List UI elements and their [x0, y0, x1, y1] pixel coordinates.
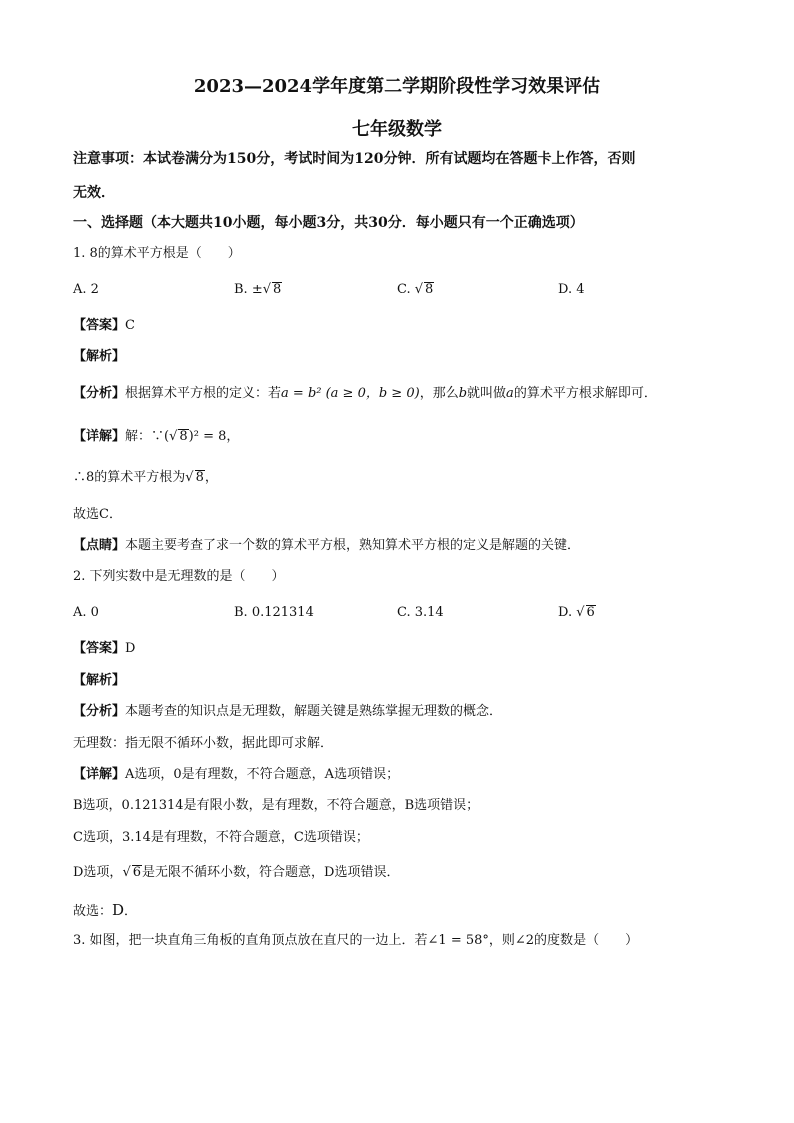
- sqrt-symbol-icon: √: [576, 605, 585, 620]
- q1-option-c: [397, 281, 434, 299]
- fenxi-var-b: b: [458, 386, 468, 401]
- q2-analysis-tag: 【解析】: [73, 673, 126, 688]
- detail-d-text-2: 是无限不循环小数，符合题意，D选项错误．: [142, 865, 400, 880]
- q2-detail-c: C选项，3.14是有理数，不符合题意，C选项错误；: [73, 830, 369, 845]
- fenxi-text-1: 根据算术平方根的定义：若: [125, 386, 282, 401]
- q1-therefore: [73, 469, 218, 487]
- q1-choose: 故选C．: [73, 507, 122, 522]
- choose-text-1: 故选：: [73, 904, 113, 919]
- q2-option-d-radicand: 6: [586, 605, 595, 620]
- sqrt-symbol-icon: √: [185, 470, 194, 485]
- q1-option-c-prefix: C.: [397, 282, 415, 297]
- choose-text-2: ．: [124, 904, 138, 919]
- notice-line-2: 无效．: [73, 185, 115, 201]
- detail-tag: 【详解】: [73, 429, 126, 444]
- therefore-text-2: ，: [204, 470, 218, 485]
- fenxi-var-a: a: [506, 386, 514, 401]
- fenxi-text-3: 就叫做: [467, 386, 507, 401]
- q1-answer: [73, 317, 135, 335]
- exam-title: 2023—2024学年度第二学期阶段性学习效果评估: [193, 76, 601, 97]
- q2-option-c: C. 3.14: [397, 605, 444, 620]
- answer-value: D: [125, 641, 136, 656]
- detail-radicand: 8: [179, 429, 188, 444]
- q1-option-b-prefix: B. ±: [234, 282, 263, 297]
- q1-detail: [73, 428, 239, 446]
- detail-text-1: 解：∵(: [125, 429, 170, 444]
- q2-stem: 2. 下列实数中是无理数的是（ ）: [73, 569, 285, 584]
- answer-tag: 【答案】: [73, 318, 126, 333]
- fenxi-text-4: 的算术平方根求解即可．: [513, 386, 657, 401]
- exam-subtitle: 七年级数学: [352, 119, 442, 140]
- q1-comment: [73, 537, 580, 555]
- detail-tag: 【详解】: [73, 767, 126, 782]
- fenxi-text-2: ，那么: [419, 386, 459, 401]
- q2-option-d-prefix: D.: [558, 605, 577, 620]
- comment-text: 本题主要考查了求一个数的算术平方根，熟知算术平方根的定义是解题的关键．: [125, 538, 581, 553]
- fenxi-tag: 【分析】: [73, 704, 126, 719]
- comment-tag: 【点睛】: [73, 538, 126, 553]
- therefore-text-1: ∴8的算术平方根为: [73, 470, 186, 485]
- answer-tag: 【答案】: [73, 641, 126, 656]
- fenxi-formula: a = b² (a ≥ 0，b ≥ 0): [281, 386, 420, 401]
- q1-option-b-radicand: 8: [273, 282, 282, 297]
- q3-stem: 3. 如图，把一块直角三角板的直角顶点放在直尺的一边上．若∠1 = 58°，则∠2的度数是（ ）: [73, 933, 639, 948]
- q1-fenxi: [73, 385, 657, 403]
- sqrt-symbol-icon: √: [169, 429, 178, 444]
- q2-choose: [73, 901, 137, 921]
- q1-option-c-radicand: 8: [425, 282, 434, 297]
- q2-option-a: A. 0: [73, 605, 99, 620]
- fenxi-tag: 【分析】: [73, 386, 126, 401]
- q2-detail-a: [73, 766, 399, 784]
- sqrt-symbol-icon: √: [262, 282, 272, 297]
- section-heading: 一、选择题（本大题共10小题，每小题3分，共30分．每小题只有一个正确选项）: [73, 215, 584, 231]
- q2-answer: [73, 640, 135, 658]
- q1-option-b: [234, 281, 282, 299]
- detail-d-text-1: D选项，: [73, 865, 123, 880]
- answer-value: C: [125, 318, 135, 333]
- q2-option-d: [558, 604, 596, 622]
- q1-analysis-tag: 【解析】: [73, 349, 126, 364]
- detail-a-text: A选项，0是有理数，不符合题意，A选项错误；: [125, 767, 400, 782]
- q2-detail-b: B选项，0.121314是有限小数，是有理数，不符合题意，B选项错误；: [73, 798, 480, 813]
- detail-d-radicand: 6: [132, 865, 142, 880]
- q2-definition: 无理数：指无限不循环小数，据此即可求解．: [73, 736, 334, 751]
- q1-option-d: D. 4: [558, 282, 585, 297]
- q2-option-b: B. 0.121314: [234, 605, 314, 620]
- q1-option-a: A. 2: [73, 282, 99, 297]
- detail-text-2: )² = 8，: [188, 429, 240, 444]
- q2-detail-d: [73, 864, 399, 882]
- notice-line-1: 注意事项：本试卷满分为150分，考试时间为120分钟．所有试题均在答题卡上作答，否则: [73, 151, 636, 167]
- fenxi-text: 本题考查的知识点是无理数，解题关键是熟练掌握无理数的概念．: [125, 704, 503, 719]
- q1-stem: 1. 8的算术平方根是（ ）: [73, 246, 241, 261]
- choose-answer: D: [112, 901, 125, 919]
- therefore-radicand: 8: [195, 470, 204, 485]
- sqrt-symbol-icon: √: [122, 865, 131, 880]
- q2-fenxi: [73, 703, 502, 721]
- sqrt-symbol-icon: √: [414, 282, 424, 297]
